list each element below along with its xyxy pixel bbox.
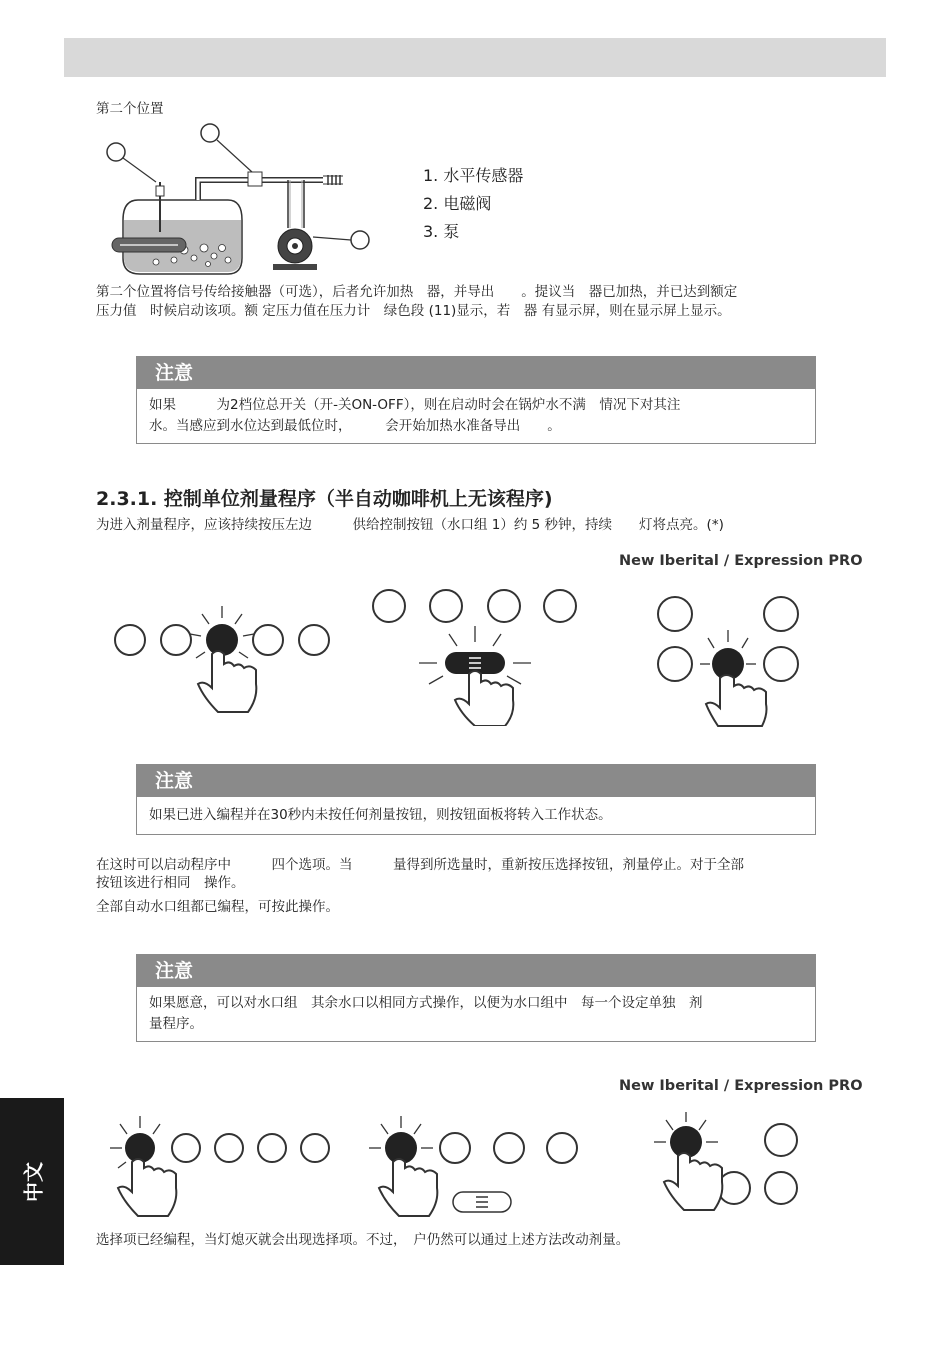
note-body xyxy=(137,797,815,834)
panel-f-illustration xyxy=(650,1112,810,1222)
note-box xyxy=(136,764,816,835)
note-body xyxy=(137,987,815,1041)
model-label: New Iberital / Expression PRO xyxy=(619,1078,863,1094)
section-heading: 2.3.1. 控制单位剂量程序（半自动咖啡机上无该程序) xyxy=(96,488,553,510)
position-label: 第二个位置 xyxy=(96,101,164,117)
note-title: 注意 xyxy=(137,765,815,797)
component-item: 3. 泵 xyxy=(423,222,460,241)
options-line: 在这时可以启动程序中 四个选项。当 量得到所选量时，重新按压选择按钮，剂量停止。对于全部 xyxy=(96,857,744,873)
panel-b-illustration xyxy=(365,586,585,726)
note-title: 注意 xyxy=(137,357,815,389)
header-bar xyxy=(64,38,886,77)
note-title: 注意 xyxy=(137,955,815,987)
language-tab-label: 中文 xyxy=(21,1162,46,1202)
dose-intro: 为进入剂量程序，应该持续按压左边 供给控制按钮（水口组 1）约 5 秒钟，持续 灯将点亮。(*) xyxy=(96,517,724,533)
panel-d-illustration xyxy=(108,1112,338,1222)
options-line: 全部自动水口组都已编程，可按此操作。 xyxy=(96,899,339,915)
note-line: 量程序。 xyxy=(149,1016,203,1032)
note-line: 水。当感应到水位达到最低位时， 会开始加热水准备导出 。 xyxy=(149,418,561,434)
position-paragraph-line: 第二个位置将信号传给接触器（可选），后者允许加热 器，并导出 。提议当 器已加热，并已达到额定 xyxy=(96,284,738,300)
panel-a-illustration xyxy=(108,598,338,718)
note-line: 如果 为2档位总开关（开-关ON-OFF），则在启动时会在锅炉水不满 情况下对其注 xyxy=(149,397,681,413)
component-list xyxy=(423,162,523,246)
position-paragraph-line: 压力值 时候启动该项。额 定压力值在压力计 绿色段 (11)显示，若 器 有显示屏，则在显示屏上显示。 xyxy=(96,303,731,319)
note-box xyxy=(136,356,816,444)
note-body xyxy=(137,389,815,443)
options-line: 按钮该进行相同 操作。 xyxy=(96,875,245,891)
panel-e-illustration xyxy=(365,1112,585,1222)
panel-c-illustration xyxy=(650,590,810,730)
component-item: 2. 电磁阀 xyxy=(423,194,492,213)
model-label: New Iberital / Expression PRO xyxy=(619,553,863,569)
language-tab xyxy=(0,1098,64,1265)
component-item: 1. 水平传感器 xyxy=(423,166,524,185)
note-line: 如果愿意，可以对水口组 其余水口以相同方式操作，以便为水口组中 每一个设定单独 剂 xyxy=(149,995,703,1011)
note-line: 如果已进入编程并在30秒内未按任何剂量按钮，则按钮面板将转入工作状态。 xyxy=(149,807,612,823)
boiler-diagram xyxy=(98,120,378,280)
note-box xyxy=(136,954,816,1042)
footer-text: 选择项已经编程，当灯熄灭就会出现选择项。不过， 户仍然可以通过上述方法改动剂量。 xyxy=(96,1232,630,1248)
